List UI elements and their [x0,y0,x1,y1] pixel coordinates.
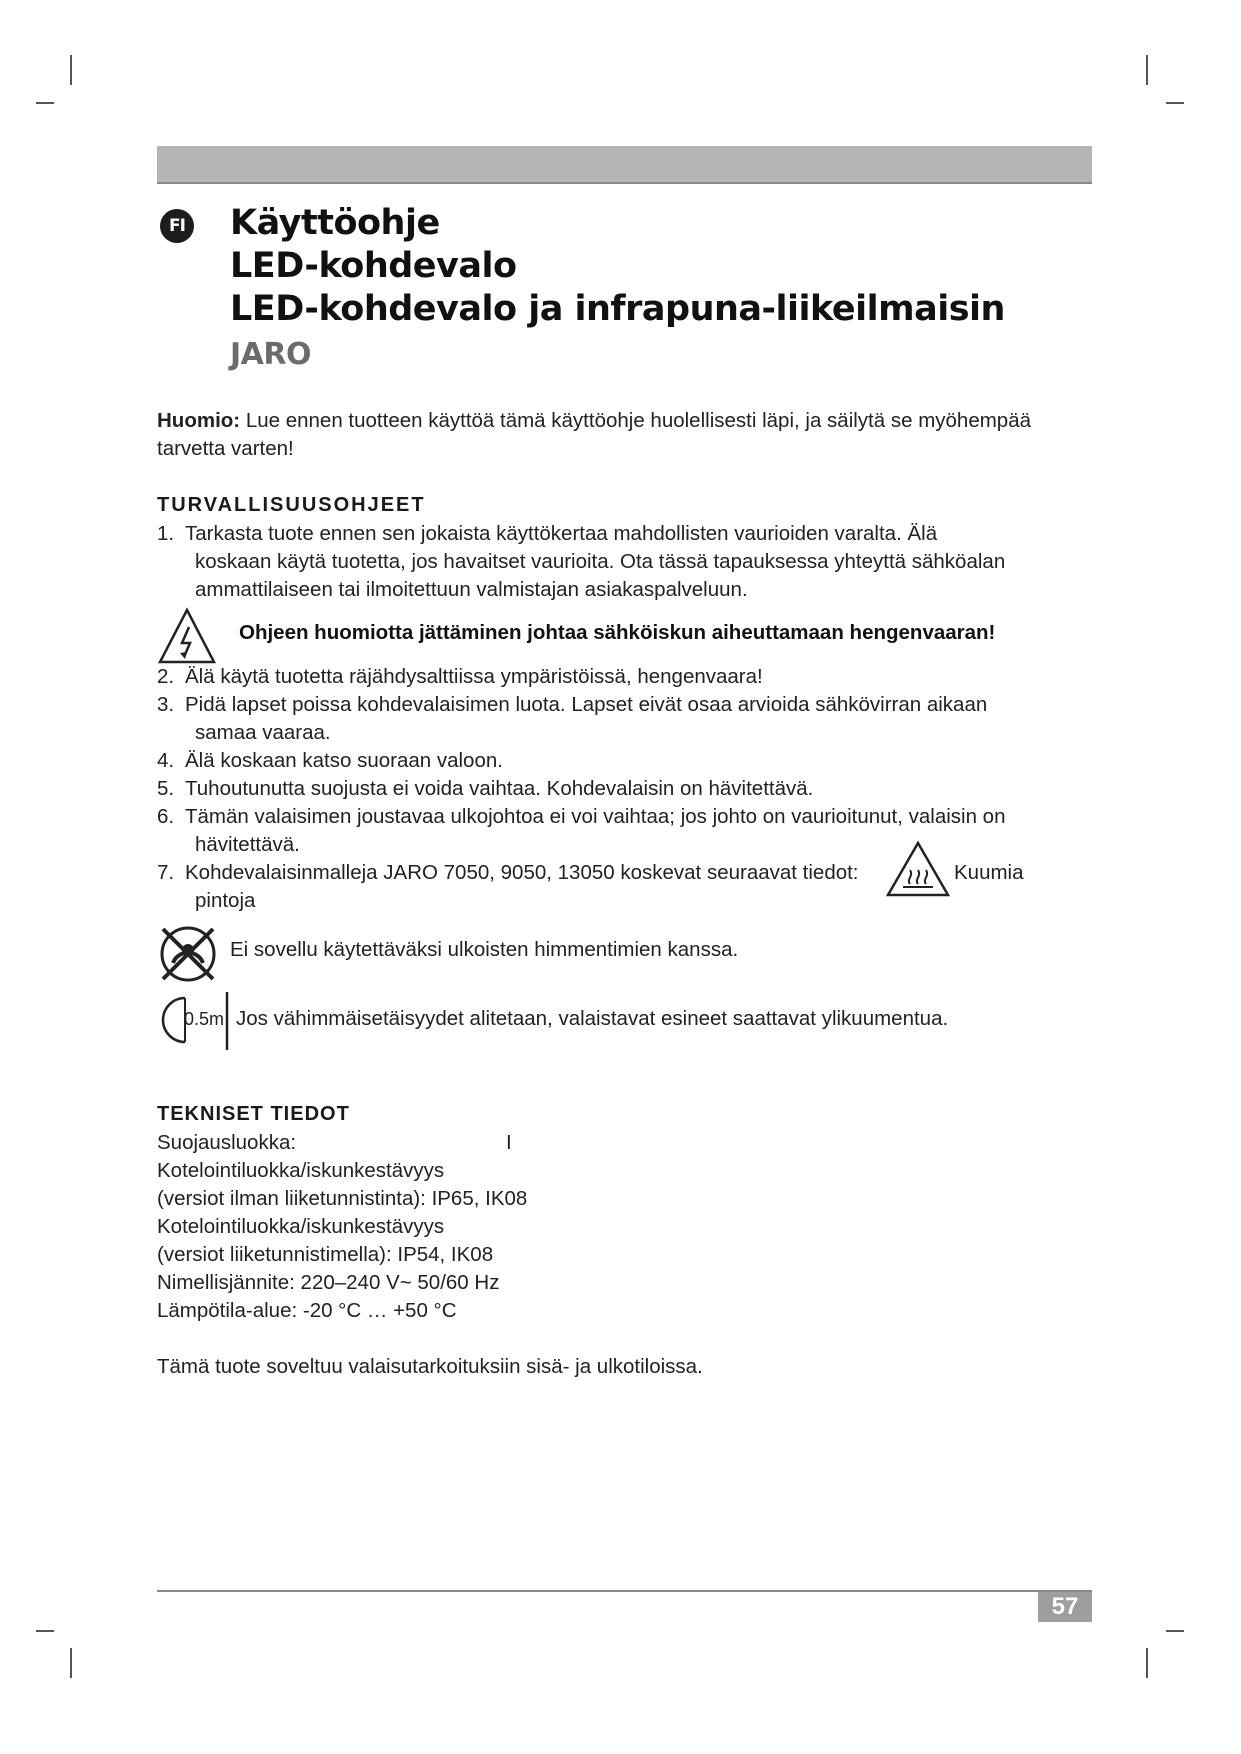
spec-enclosure-label: Kotelointiluokka/iskunkestävyys [157,1215,445,1238]
document-title: Käyttöohje [230,203,440,243]
item-text: Tämän valaisimen joustavaa ulkojohtoa ei voi vaihtaa; jos johto on vaurioitunut, valaisin on [185,805,1006,828]
item-number: 4. [157,749,175,772]
hot-surface-label: Kuumia [954,861,1024,884]
product-title: LED-kohdevalo [230,246,517,286]
specs-heading: TEKNISET TIEDOT [157,1103,350,1125]
list-item [157,663,1087,691]
item-text: Pidä lapset poissa kohdevalaisimen luota. Lapset eivät osaa arvioida sähkövirran aikaan [185,693,988,716]
hot-surface-warning-icon [885,840,951,898]
notice-paragraph [157,407,1097,463]
item-number: 5. [157,777,175,800]
item-number: 7. [157,861,175,884]
distance-note: Jos vähimmäisetäisyydet alitetaan, valaistavat esineet saattavat ylikuumentua. [236,1007,949,1030]
product-title-variant: LED-kohdevalo ja infrapuna-liikeilmaisin [230,289,1005,329]
spec-protection-value: I [506,1131,512,1154]
footer-rule [157,1590,1092,1592]
page-number: 57 [1038,1592,1092,1622]
item-number: 6. [157,805,175,828]
no-dimmer-icon [157,923,219,985]
crop-mark [1146,1648,1148,1678]
spec-enclosure-label: Kotelointiluokka/iskunkestävyys [157,1159,445,1182]
spec-enclosure-value: (versiot liiketunnistimella): IP54, IK08 [157,1243,494,1266]
crop-mark [70,1648,72,1678]
warning-text: Ohjeen huomiotta jättäminen johtaa sähköiskun aiheuttamaan hengenvaaran! [239,621,996,644]
usage-note: Tämä tuote soveltuu valaisutarkoituksiin sisä- ja ulkotiloissa. [157,1355,703,1378]
safety-heading: TURVALLISUUSOHJEET [157,494,426,516]
item-text-continued: pintoja [195,889,256,912]
item-text-continued: hävitettävä. [195,833,300,856]
product-name: JARO [230,337,311,372]
dimmer-note: Ei sovellu käytettäväksi ulkoisten himmentimien kanssa. [230,938,739,961]
notice-text: Lue ennen tuotteen käyttöä tämä käyttöohje huolellisesti läpi, ja säilytä se myöhempää tarvetta varten! [157,409,1032,460]
distance-label: 0.5m [184,1009,225,1029]
high-voltage-warning-icon [157,607,217,665]
spec-voltage: Nimellisjännite: 220–240 V~ 50/60 Hz [157,1271,500,1294]
notice-label: Huomio: [157,409,241,432]
crop-mark [70,55,72,85]
crop-mark [36,102,54,104]
list-item [157,520,1087,604]
item-text: Älä koskaan katso suoraan valoon. [185,749,503,772]
spec-enclosure-value: (versiot ilman liiketunnistinta): IP65, IK08 [157,1187,528,1210]
item-text: Tuhoutunutta suojusta ei voida vaihtaa. Kohdevalaisin on hävitettävä. [185,777,814,800]
header-bar [157,146,1092,184]
language-badge-icon: FI [160,209,194,243]
item-text: Kohdevalaisinmalleja JARO 7050, 9050, 13050 koskevat seuraavat tiedot: [185,861,859,884]
item-number: 2. [157,665,175,688]
item-text: Älä käytä tuotetta räjähdysalttiissa ympäristöissä, hengenvaara! [185,665,763,688]
list-item [157,775,1087,803]
spec-protection-label: Suojausluokka: [157,1131,297,1154]
item-text: Tarkasta tuote ennen sen jokaista käyttökertaa mahdollisten vaurioiden varalta. Älä [185,522,938,545]
item-number: 1. [157,522,175,545]
item-text-continued: koskaan käytä tuotetta, jos havaitset vaurioita. Ota tässä tapauksessa yhteyttä sähköalan ammattilaiseen tai ilmoitettuun valmistajan asiakaspalveluun. [195,550,1006,601]
list-item [157,747,1087,775]
spec-temperature: Lämpötila-alue: -20 °C … +50 °C [157,1299,457,1322]
crop-mark [1146,55,1148,85]
item-text-continued: samaa vaaraa. [195,721,331,744]
list-item [157,691,1087,747]
crop-mark [36,1630,54,1632]
crop-mark [1166,1630,1184,1632]
item-number: 3. [157,693,175,716]
crop-mark [1166,102,1184,104]
